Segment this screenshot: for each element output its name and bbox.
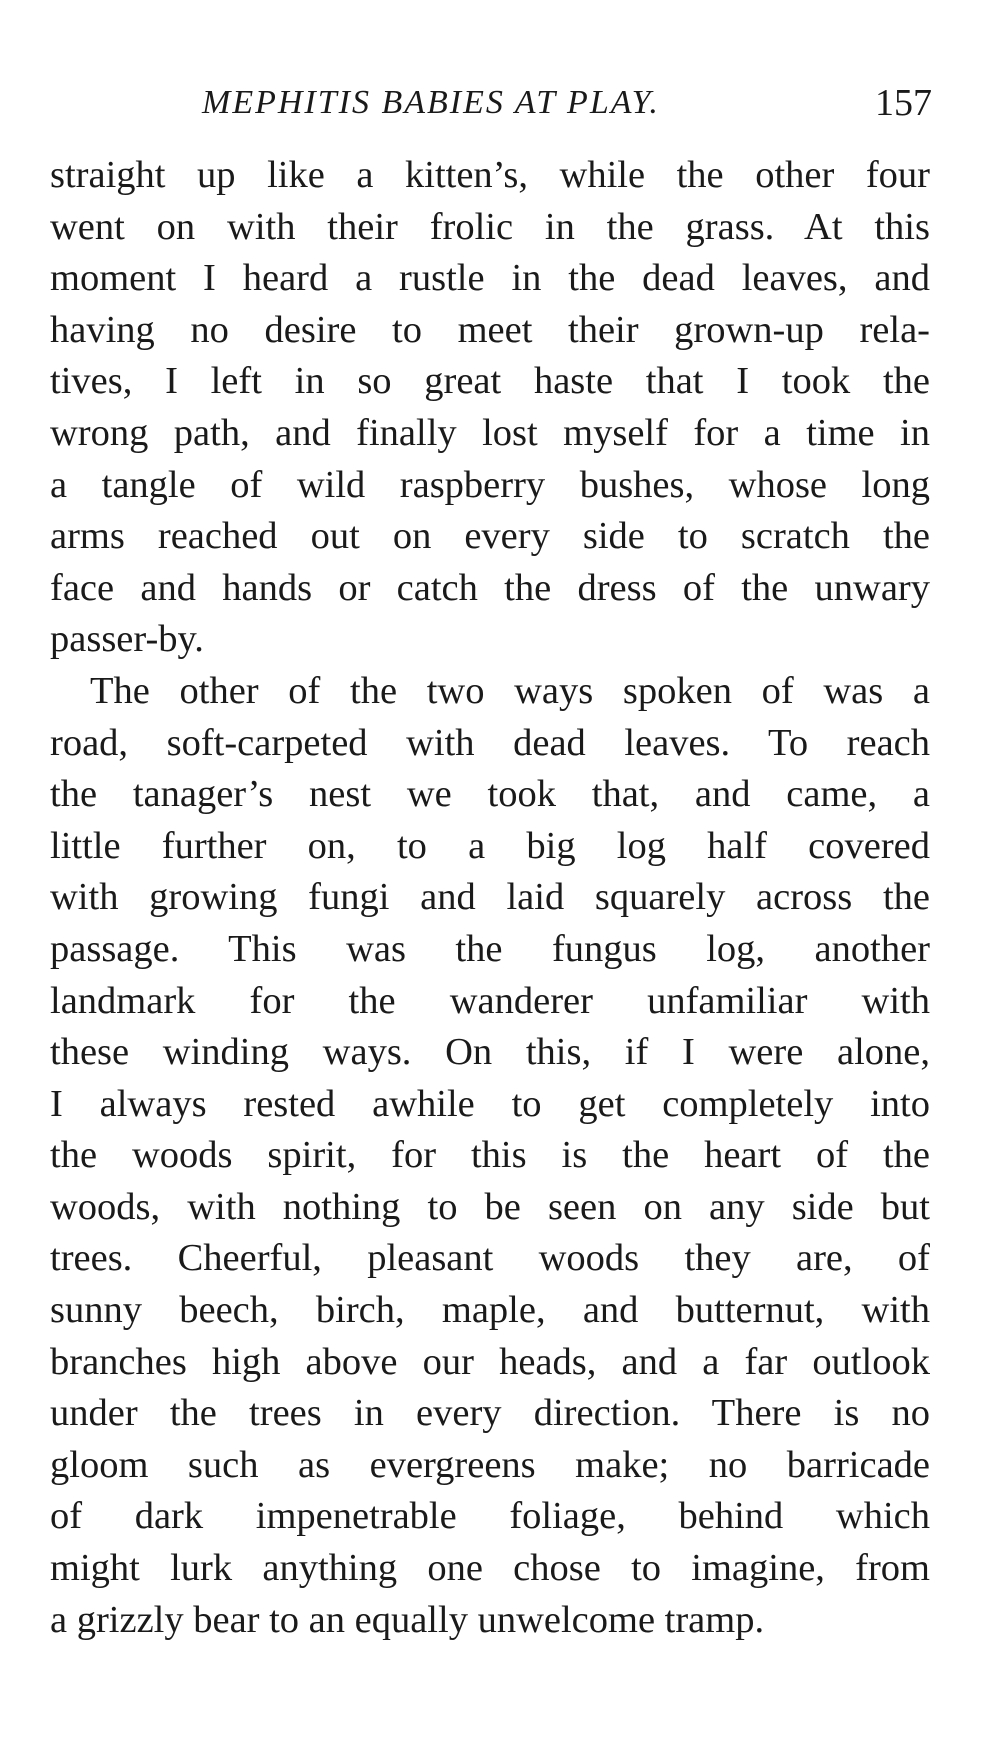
text-line: of dark impenetrable foliage, behind which [50,1495,930,1538]
text-line: woods, with nothing to be seen on any side but [50,1185,930,1228]
text-line: a grizzly bear to an equally unwelcome tramp. [50,1598,765,1641]
running-head [52,78,932,128]
text-line: face and hands or catch the dress of the unwary [50,566,930,609]
text-line: having no desire to meet their grown-up rela- [50,308,930,351]
text-line: road, soft-carpeted with dead leaves. To reach [50,721,930,764]
text-line: The other of the two ways spoken of was a [90,669,930,712]
text-line: went on with their frolic in the grass. At this [50,205,930,248]
text-line: might lurk anything one chose to imagine, from [50,1547,930,1590]
text-line: the tanager’s nest we took that, and came, a [50,773,930,816]
text-line: I always rested awhile to get completely into [50,1082,930,1125]
text-line: wrong path, and finally lost myself for a time in [50,411,930,454]
text-line: passage. This was the fungus log, another [50,927,930,970]
text-line: gloom such as evergreens make; no barricade [50,1443,930,1486]
text-line: passer-by. [50,618,204,661]
text-line: the woods spirit, for this is the heart of the [50,1134,930,1177]
text-line: landmark for the wanderer unfamiliar with [50,979,930,1022]
text-line: under the trees in every direction. There is no [50,1392,930,1435]
text-line: straight up like a kitten’s, while the other four [50,154,930,196]
text-line: tives, I left in so great haste that I took the [50,360,930,403]
text-line: sunny beech, birch, maple, and butternut, with [50,1289,930,1332]
text-line: with growing fungi and laid squarely across the [50,876,930,919]
text-line: moment I heard a rustle in the dead leaves, and [50,257,930,300]
text-line: these winding ways. On this, if I were alone, [50,1031,930,1074]
running-title: MEPHITIS BABIES AT PLAY. [202,84,660,121]
text-line: little further on, to a big log half covered [50,824,930,867]
text-line: a tangle of wild raspberry bushes, whose long [50,463,930,506]
text-line: trees. Cheerful, pleasant woods they are, of [50,1237,930,1280]
page-number: 157 [875,82,932,124]
body-text [50,150,930,1646]
text-line: arms reached out on every side to scratch the [50,515,930,558]
text-line: branches high above our heads, and a far outlook [50,1340,930,1383]
